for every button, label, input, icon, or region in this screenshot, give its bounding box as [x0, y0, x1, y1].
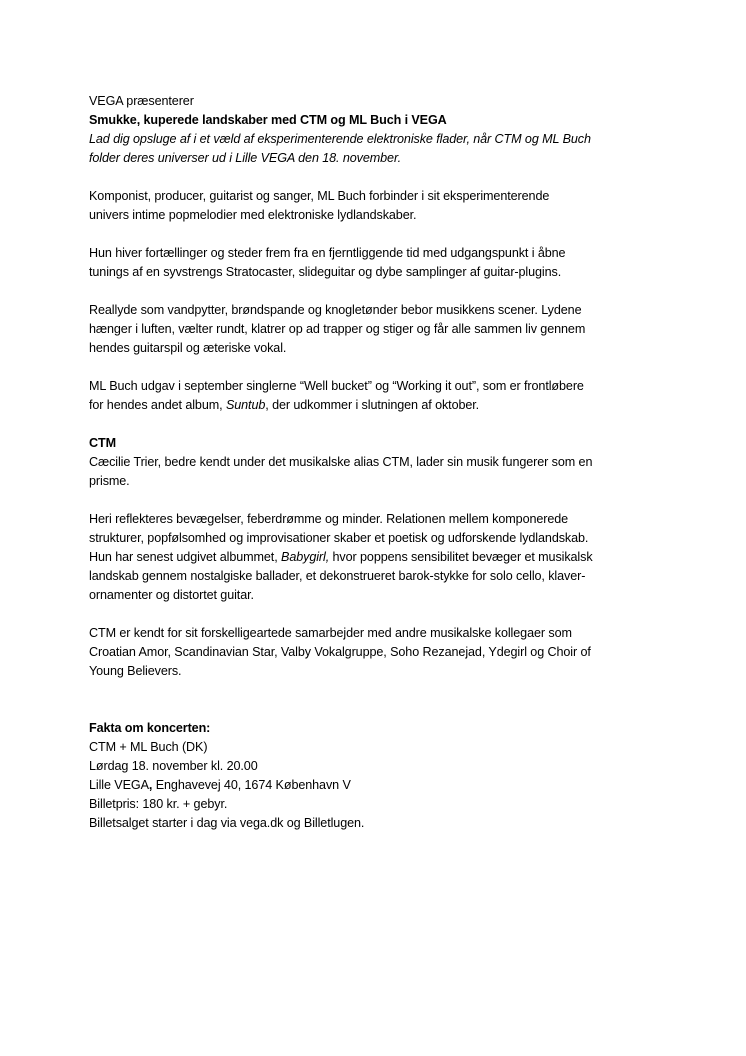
- paragraph-line: Komponist, producer, guitarist og sanger, ML Buch forbinder i sit eksperimenterende: [89, 189, 550, 203]
- paragraph-line: Young Believers.: [89, 664, 182, 678]
- headline: Smukke, kuperede landskaber med CTM og ML Buch i VEGA: [89, 113, 447, 127]
- paragraph-line: Croatian Amor, Scandinavian Star, Valby Vokalgruppe, Soho Rezanejad, Ydegirl og Choir of: [89, 645, 591, 659]
- spacer: [89, 700, 669, 719]
- paragraph-line: hænger i luften, vælter rundt, klatrer op ad trapper og stiger og får alle sammen liv gennem: [89, 322, 586, 336]
- paragraph-line: hendes guitarspil og æteriske vokal.: [89, 341, 287, 355]
- album-title-suntub: Suntub: [225, 398, 266, 412]
- paragraph-line: tunings af en syvstrengs Stratocaster, slideguitar og dybe samplinger af guitar-plugins.: [89, 265, 562, 279]
- lead-line-2: folder deres universer ud i Lille VEGA den 18. november.: [89, 151, 401, 165]
- facts-line-date: Lørdag 18. november kl. 20.00: [89, 759, 258, 773]
- paragraph-line: Cæcilie Trier, bedre kendt under det musikalske alias CTM, lader sin musik fungerer som en: [89, 455, 593, 469]
- paragraph-line: univers intime popmelodier med elektroniske lydlandskaber.: [89, 208, 417, 222]
- paragraph-line: Heri reflekteres bevægelser, feberdrømme og minder. Relationen mellem komponerede: [89, 512, 569, 526]
- facts-line-price: Billetpris: 180 kr. + gebyr.: [89, 797, 228, 811]
- facts-line-sales: Billetsalget starter i dag via vega.dk og Billetlugen.: [89, 816, 365, 830]
- intro-section: [89, 92, 669, 168]
- text-run: Hun har senest udgivet albummet,: [89, 550, 282, 564]
- press-release-page: [89, 92, 669, 852]
- paragraph-line: CTM er kendt for sit forskelligeartede samarbejder med andre musikalske kollegaer som: [89, 626, 572, 640]
- text-run: for hendes andet album,: [89, 398, 226, 412]
- facts-line-event: CTM + ML Buch (DK): [89, 740, 208, 754]
- text-run: , der udkommer i slutningen af oktober.: [265, 398, 480, 412]
- text-run: Enghavevej 40, 1674 København V: [152, 778, 351, 792]
- paragraph-line: ornamenter og distortet guitar.: [89, 588, 254, 602]
- facts-heading: Fakta om koncerten:: [89, 721, 211, 735]
- ctm-heading: CTM: [89, 436, 116, 450]
- text-run: Lille VEGA: [89, 778, 149, 792]
- mlbuch-paragraph-1: [89, 187, 669, 225]
- lead-line-1: Lad dig opsluge af i et væld af eksperimenterende elektroniske flader, når CTM og ML Buch: [89, 132, 591, 146]
- ctm-section-intro: [89, 434, 669, 491]
- mlbuch-paragraph-4: [89, 377, 669, 415]
- paragraph-line: landskab gennem nostalgiske ballader, et dekonstrueret barok-stykke for solo cello, klaver-: [89, 569, 586, 583]
- paragraph-line: [89, 396, 669, 415]
- album-title-babygirl: Babygirl,: [281, 550, 330, 564]
- paragraph-line: Hun hiver fortællinger og steder frem fra en fjerntliggende tid med udgangspunkt i åbne: [89, 246, 566, 260]
- mlbuch-paragraph-2: [89, 244, 669, 282]
- presenter-line: VEGA præsenterer: [89, 94, 194, 108]
- paragraph-line: prisme.: [89, 474, 130, 488]
- paragraph-line: Reallyde som vandpytter, brøndspande og knogletønder bebor musikkens scener. Lydene: [89, 303, 582, 317]
- mlbuch-paragraph-3: [89, 301, 669, 358]
- paragraph-line: [89, 548, 669, 567]
- ctm-paragraph-3: [89, 624, 669, 681]
- paragraph-line: strukturer, popfølsomhed og improvisationer skaber et poetisk og udforskende lydlandskab.: [89, 531, 589, 545]
- paragraph-line: ML Buch udgav i september singlerne “Well bucket” og “Working it out”, som er frontløbere: [89, 379, 584, 393]
- text-run: ,: [148, 778, 153, 792]
- facts-line-venue: [89, 776, 669, 795]
- ctm-paragraph-2: [89, 510, 669, 605]
- text-run: hvor poppens sensibilitet bevæger et musikalsk: [329, 550, 593, 564]
- facts-section: [89, 719, 669, 833]
